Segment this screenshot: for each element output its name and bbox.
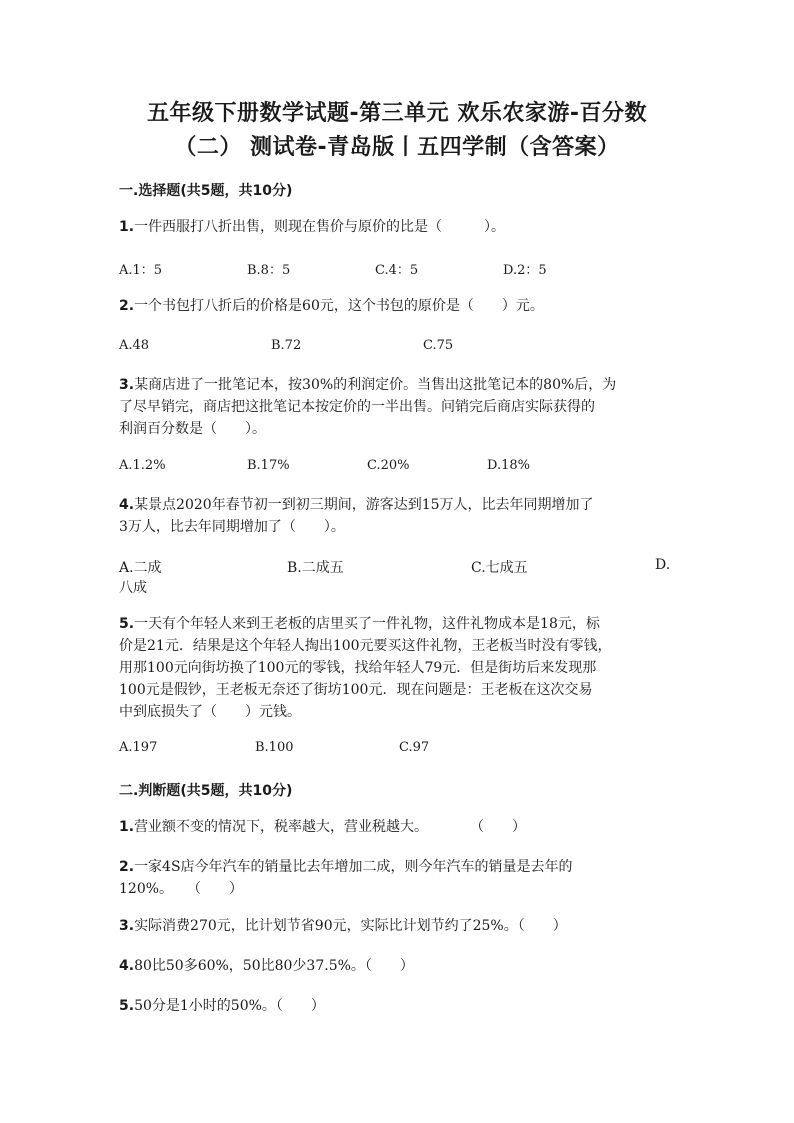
question-number: 4. xyxy=(119,497,135,513)
option-b: B.100 xyxy=(255,740,294,755)
section-heading-judgment: 二.判断题(共5题，共10分) xyxy=(119,783,293,799)
question-text-line: 100元是假钞，王老板无奈还了街坊100元．现在问题是：王老板在这次交易 xyxy=(119,682,593,698)
question-text-line: 价是21元．结果是这个年轻人掏出100元要买这件礼物，王老板当时没有零钱， xyxy=(119,638,612,654)
option-a: A.二成 xyxy=(119,560,162,576)
question-2 xyxy=(119,295,679,317)
option-d: D.18% xyxy=(487,458,530,473)
question-3 xyxy=(119,374,679,440)
option-c: C.七成五 xyxy=(471,560,528,576)
question-number: 2. xyxy=(119,859,135,875)
question-number: 4. xyxy=(119,958,135,974)
question-number: 2. xyxy=(119,298,135,314)
option-a: A.48 xyxy=(119,338,150,353)
option-b: B.二成五 xyxy=(287,560,344,576)
option-c: C.20% xyxy=(367,458,410,473)
question-text: 营业额不变的情况下，税率越大，营业税越大。 （ ） xyxy=(134,819,527,835)
question-text-line: 某景点2020年春节初一到初三期间，游客达到15万人，比去年同期增加了 xyxy=(134,497,594,513)
question-text-line: 中到底损失了（ ）元钱。 xyxy=(119,704,301,720)
question-text: 实际消费270元，比计划节省90元，实际比计划节约了25%。（ ） xyxy=(134,918,567,934)
question-text-line: 了尽早销完，商店把这批笔记本按定价的一半出售。问销完后商店实际获得的 xyxy=(119,399,595,415)
option-c: C.4：5 xyxy=(375,263,419,278)
judgment-1 xyxy=(119,816,679,838)
option-a: A.1：5 xyxy=(119,263,163,278)
question-number: 3. xyxy=(119,918,135,934)
page-title-line2: （二） 测试卷-青岛版丨五四学制（含答案） xyxy=(174,135,620,160)
question-text: 80比50多60%，50比80少37.5%。（ ） xyxy=(134,958,414,974)
page-title-line1: 五年级下册数学试题-第三单元 欢乐农家游-百分数 xyxy=(147,101,647,126)
question-number: 5. xyxy=(119,998,135,1014)
option-c: C.75 xyxy=(423,338,454,353)
question-number: 3. xyxy=(119,377,135,393)
question-text: 一件西服打八折出售，则现在售价与原价的比是（ ）。 xyxy=(134,219,506,235)
option-d: D.2：5 xyxy=(503,263,547,278)
option-d: D. xyxy=(655,557,671,573)
judgment-2 xyxy=(119,856,679,900)
section-heading-choice: 一.选择题(共5题，共10分) xyxy=(119,183,293,199)
judgment-5 xyxy=(119,995,679,1017)
question-number: 5. xyxy=(119,616,135,632)
judgment-4 xyxy=(119,955,679,977)
question-text-line: 利润百分数是（ ）。 xyxy=(119,421,266,437)
question-number: 1. xyxy=(119,819,135,835)
question-text-line: 一家4S店今年汽车的销量比去年增加二成，则今年汽车的销量是去年的 xyxy=(134,859,573,875)
question-text-line: 3万人，比去年同期增加了（ ）。 xyxy=(119,519,345,535)
question-text-line: 120%。 （ ） xyxy=(119,881,244,897)
option-a: A.1.2% xyxy=(119,458,166,473)
question-text-line: 用那100元向街坊换了100元的零钱，找给年轻人79元．但是街坊后来发现那 xyxy=(119,660,597,676)
question-number: 1. xyxy=(119,219,135,235)
option-b: B.72 xyxy=(271,338,302,353)
option-d-text: 八成 xyxy=(119,580,147,596)
option-b: B.17% xyxy=(247,458,290,473)
option-c: C.97 xyxy=(399,740,430,755)
option-a: A.197 xyxy=(119,740,158,755)
question-text: 50分是1小时的50%。（ ） xyxy=(134,998,325,1014)
judgment-3 xyxy=(119,915,679,937)
question-text: 一个书包打八折后的价格是60元，这个书包的原价是（ ）元。 xyxy=(134,298,544,314)
question-1 xyxy=(119,216,679,238)
question-4 xyxy=(119,494,679,538)
question-5 xyxy=(119,613,679,723)
question-text-line: 某商店进了一批笔记本，按30%的利润定价。当售出这批笔记本的80%后，为 xyxy=(134,377,617,393)
option-b: B.8：5 xyxy=(247,263,291,278)
question-text-line: 一天有个年轻人来到王老板的店里买了一件礼物，这件礼物成本是18元，标 xyxy=(134,616,600,632)
